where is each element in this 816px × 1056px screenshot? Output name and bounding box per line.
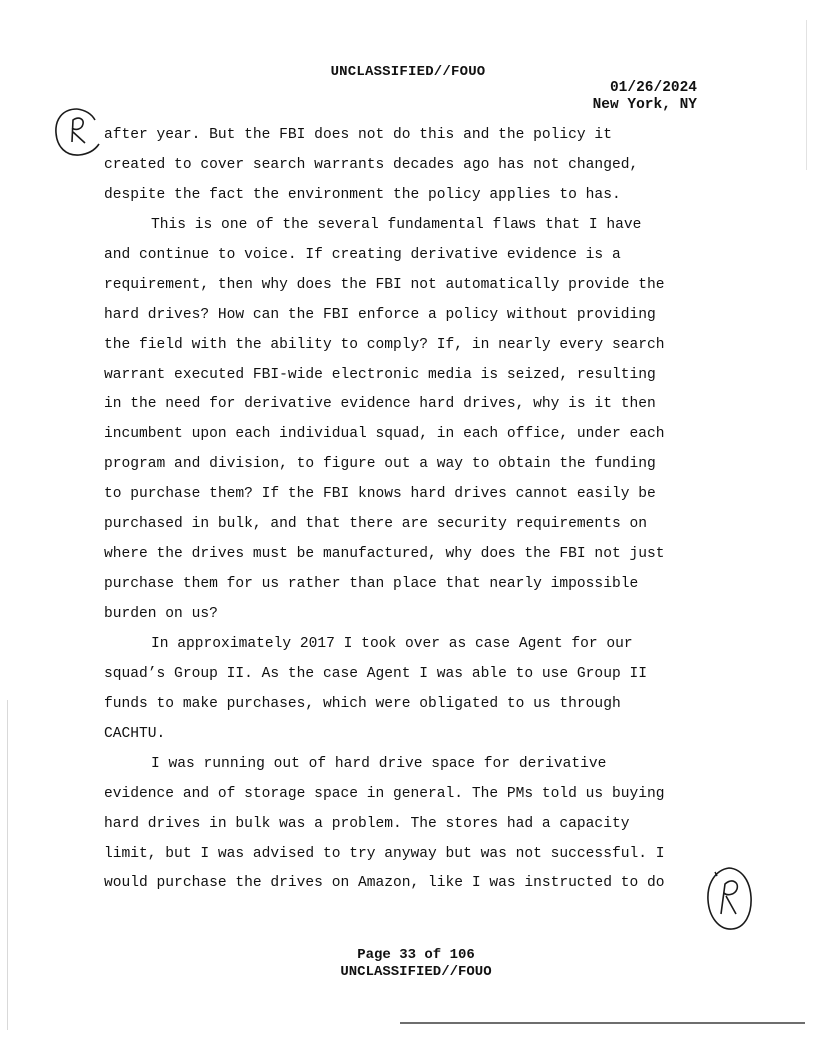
bottom-divider-line	[400, 1022, 805, 1024]
body-line: purchase them for us rather than place that nearly impossible	[104, 576, 639, 593]
body-line: purchased in bulk, and that there are security requirements on	[104, 516, 647, 533]
handwritten-initials-mark-bottom	[705, 866, 753, 932]
document-date: 01/26/2024	[609, 80, 697, 96]
body-line: warrant executed FBI-wide electronic media is seized, resulting	[104, 366, 656, 383]
header-classification: UNCLASSIFIED//FOUO	[330, 64, 486, 80]
document-body	[104, 121, 704, 899]
body-line: evidence and of storage space in general. The PMs told us buying	[104, 785, 665, 802]
paragraph-start-line: This is one of the several fundamental flaws that I have	[151, 216, 642, 233]
body-line: would purchase the drives on Amazon, like I was instructed to do	[104, 875, 665, 892]
body-line: despite the fact the environment the policy applies to has.	[104, 186, 621, 203]
body-line: to purchase them? If the FBI knows hard drives cannot easily be	[104, 486, 656, 503]
page-edge-shadow-right	[806, 20, 807, 170]
body-line: hard drives? How can the FBI enforce a policy without providing	[104, 306, 656, 323]
body-line: where the drives must be manufactured, why does the FBI not just	[104, 546, 665, 563]
document-location: New York, NY	[592, 97, 697, 113]
body-line: and continue to voice. If creating derivative evidence is a	[104, 246, 621, 263]
body-line: created to cover search warrants decades ago has not changed,	[104, 156, 639, 173]
paragraph-start-line: In approximately 2017 I took over as case Agent for our	[151, 635, 633, 652]
footer-classification: UNCLASSIFIED//FOUO	[340, 964, 492, 980]
paragraph-start-line: I was running out of hard drive space for derivative	[151, 755, 607, 772]
body-line: CACHTU.	[104, 725, 166, 742]
body-line: after year. But the FBI does not do this and the policy it	[104, 127, 612, 143]
body-line: program and division, to figure out a way to obtain the funding	[104, 456, 656, 473]
body-line: in the need for derivative evidence hard drives, why is it then	[104, 396, 656, 413]
body-line: the field with the ability to comply? If, in nearly every search	[104, 336, 665, 353]
body-line: hard drives in bulk was a problem. The stores had a capacity	[104, 815, 630, 832]
body-line: limit, but I was advised to try anyway but was not successful. I	[104, 845, 665, 862]
body-line: burden on us?	[104, 606, 218, 622]
body-line: funds to make purchases, which were obligated to us through	[104, 695, 621, 712]
page-edge-shadow-left	[7, 700, 8, 1030]
handwritten-initials-mark-top	[52, 106, 102, 158]
body-line: incumbent upon each individual squad, in each office, under each	[104, 426, 665, 443]
body-line: squad’s Group II. As the case Agent I was able to use Group II	[104, 665, 647, 682]
body-line: requirement, then why does the FBI not automatically provide the	[104, 276, 665, 293]
page-number: Page 33 of 106	[357, 947, 475, 963]
